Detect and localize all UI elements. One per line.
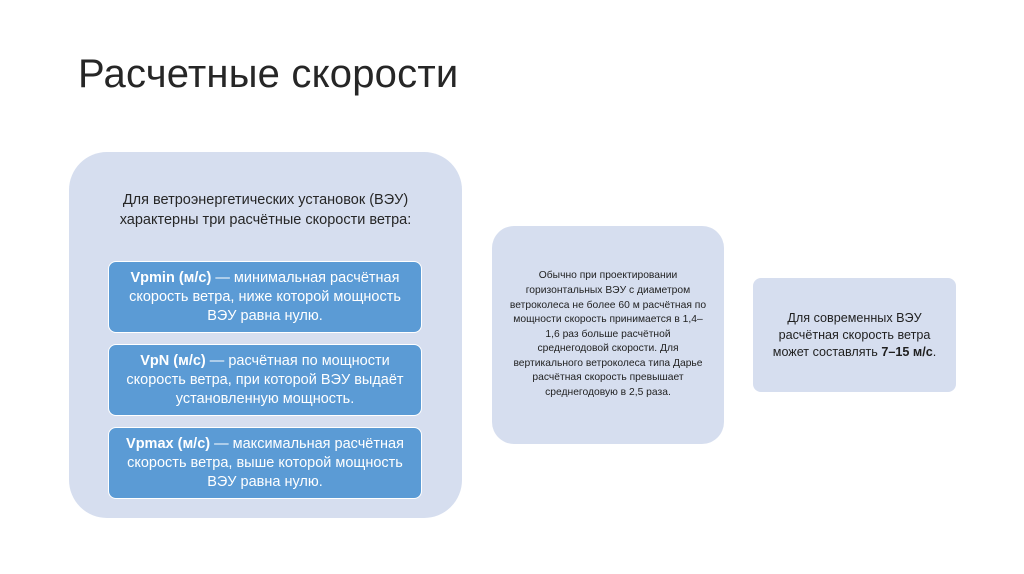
note-line: ветроколеса не более 60 м расчётная по	[509, 299, 707, 311]
intro-line-1: Для ветроэнергетических установок (ВЭУ)	[122, 192, 409, 208]
speed-symbol: Vpmax (м/с)	[126, 435, 211, 452]
speed-symbol: Vpmin (м/с)	[130, 269, 212, 286]
speed-card-line-2: скорость ветра, при которой ВЭУ выдаёт	[126, 371, 404, 388]
modern-line-2: расчётная скорость ветра	[778, 327, 931, 342]
note-text	[510, 269, 706, 400]
modern-wind-turbine-box	[753, 278, 956, 392]
speed-card-vpmax	[108, 427, 422, 499]
speed-symbol: VpN (м/с)	[140, 352, 206, 369]
intro-line-2: характерны три расчётные скорости ветра:	[119, 212, 412, 228]
speed-card-line-1	[117, 269, 413, 288]
speed-card-line-2: скорость ветра, ниже которой мощность	[129, 288, 401, 305]
speed-description: — расчётная по мощности	[205, 352, 390, 369]
note-line: Обычно при проектировании	[538, 270, 678, 282]
design-speeds-panel	[69, 152, 462, 518]
intro-text	[69, 190, 462, 230]
speed-card-line-3: ВЭУ равна нулю.	[207, 307, 323, 324]
design-note-bubble	[492, 226, 724, 444]
speed-description: — максимальная расчётная	[210, 435, 404, 452]
note-line: вертикального ветроколеса типа Дарье	[513, 357, 703, 369]
speed-card-vpn	[108, 344, 422, 416]
note-line: среднегодовую в 2,5 раза.	[545, 387, 671, 399]
modern-text	[773, 310, 936, 361]
modern-suffix: .	[932, 344, 937, 359]
speed-card-line-3: ВЭУ равна нулю.	[207, 473, 323, 490]
note-line: среднегодовой скорости. Для	[537, 343, 679, 355]
speed-card-vpmin	[108, 261, 422, 333]
note-line: расчётная скорость превышает	[532, 372, 684, 384]
note-line: 1,6 раз больше расчётной	[545, 328, 671, 340]
modern-line-3	[773, 344, 936, 361]
modern-line-1: Для современных ВЭУ	[787, 310, 922, 325]
speed-card-line-1	[117, 352, 413, 371]
speed-range-value: 7–15 м/с	[881, 344, 933, 359]
speed-card-line-2: скорость ветра, выше которой мощность	[127, 454, 403, 471]
note-line: горизонтальных ВЭУ с диаметром	[525, 284, 691, 296]
speed-card-line-3: установленную мощность.	[175, 390, 355, 407]
speed-card-line-1	[117, 435, 413, 454]
modern-prefix: может составлять	[772, 344, 882, 359]
slide-title: Расчетные скорости	[78, 52, 459, 96]
speed-description: — минимальная расчётная	[211, 269, 400, 286]
note-line: мощности скорость принимается в 1,4–	[513, 314, 703, 326]
